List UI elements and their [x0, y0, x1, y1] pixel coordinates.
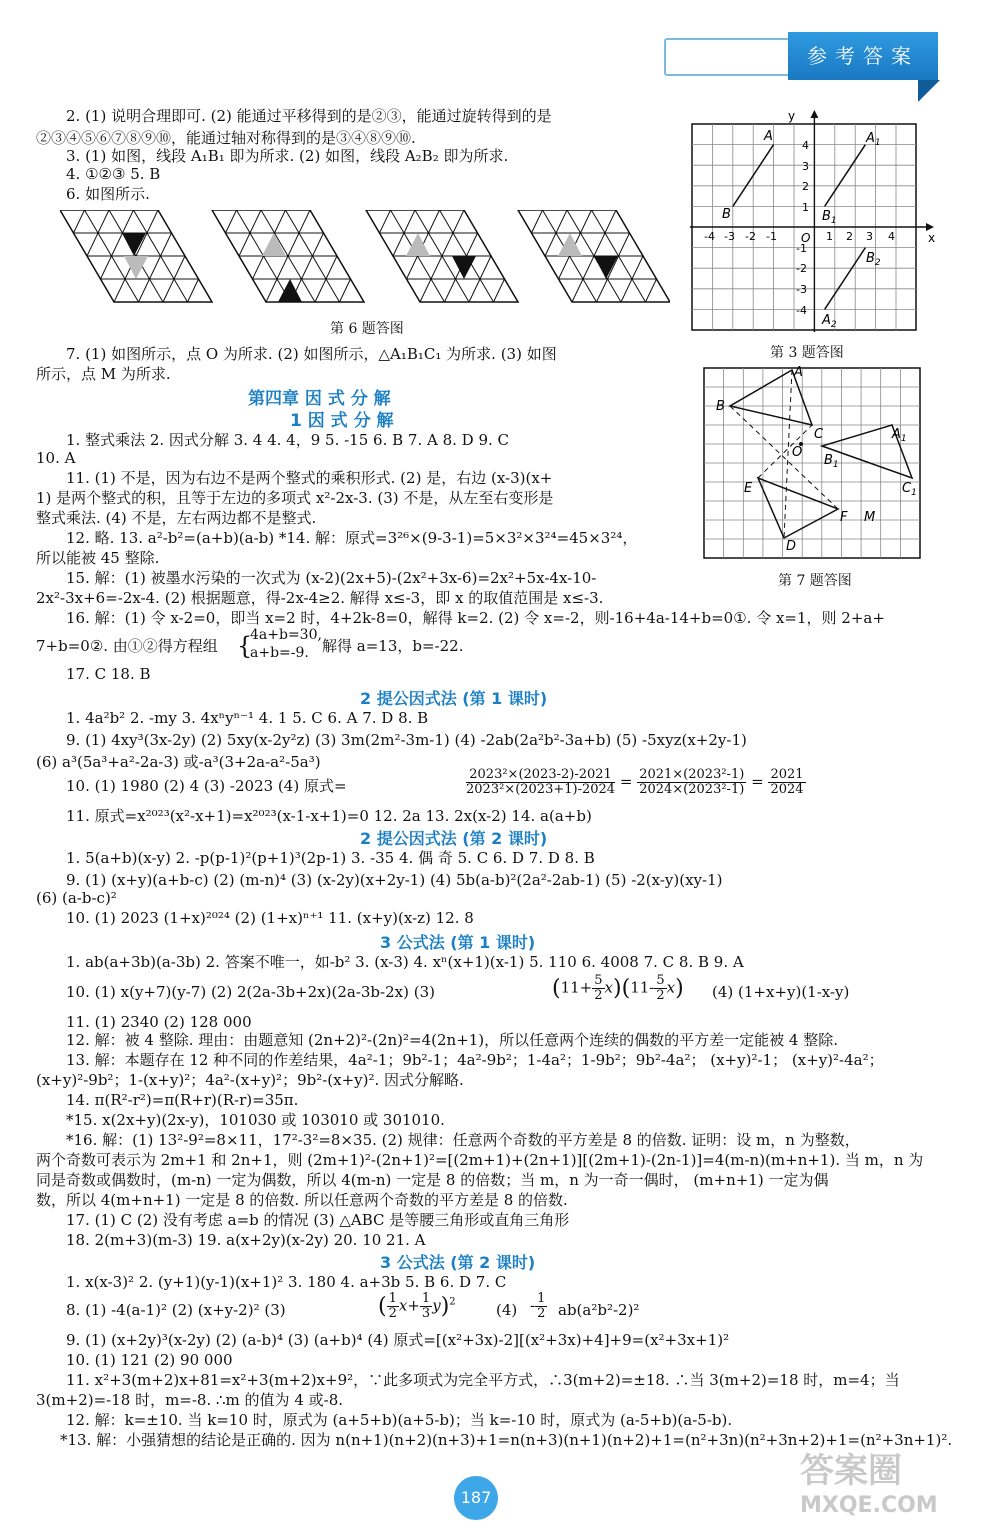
y-tick: 1	[802, 201, 809, 214]
paren: )	[440, 1294, 450, 1319]
text-line: (6) a³(5a³+a²-2a-3) 或-a³(3+2a-a²-5a³)	[36, 753, 321, 771]
text-line: (4) (1+x+y)(1-x-y)	[712, 983, 850, 1001]
x-tick: -3	[724, 230, 735, 243]
point-A-label: A	[794, 366, 803, 380]
numerator: 2023²×(2023-2)-2021	[466, 768, 615, 783]
text-line: *16. 解：(1) 13²-9²=8×11，17²-3²=8×35. (2) 规律：任意两个奇数的平方差是 8 的倍数. 证明：设 m，n 为整数，	[66, 1131, 860, 1149]
text-line: 14. π(R²-r²)=π(R+r)(R-r)=35π.	[66, 1091, 299, 1109]
x-axis-arrow	[926, 223, 934, 231]
equation-2: a+b=-9.	[250, 645, 309, 661]
exponent: 2	[449, 1296, 456, 1308]
watermark-logo	[800, 1450, 970, 1530]
answer-tab: 参考答案	[788, 32, 938, 80]
x-tick: -1	[766, 230, 777, 243]
text-line: 16. 解：(1) 令 x-2=0，即当 x=2 时，4+2k-8=0，解得 k=2. (2) 令 x=-2，则-16+4a-14+b=0①. 令 x=1，则 2+a+	[66, 609, 885, 627]
text: 11+	[560, 978, 593, 997]
text-line: 8. (1) -4(a-1)² (2) (x+y-2)² (3)	[66, 1301, 286, 1319]
text-line: ②③④⑤⑥⑦⑧⑨⑩，能通过轴对称得到的是③④⑧⑨⑩.	[36, 129, 416, 147]
text-line: 1. 5(a+b)(x-y) 2. -p(p-1)²(p+1)³(2p-1) 3. -35 4. 偶 奇 5. C 6. D 7. D 8. B	[66, 849, 595, 867]
x-tick: 2	[846, 230, 853, 243]
text-line: 1. 4a²b² 2. -my 3. 4xⁿyⁿ⁻¹ 4. 1 5. C 6. A 7. D 8. B	[66, 709, 429, 727]
text-line: 9. (1) (x+2y)³(x-2y) (2) (a-b)⁴ (3) (a+b)⁴ (4) 原式=[(x²+3x)-2][(x²+3x)+4]+9=(x²+3x+1)²	[66, 1331, 730, 1349]
point-D-label: D	[786, 539, 797, 554]
text-line: 17. C 18. B	[66, 665, 151, 683]
fraction-1	[466, 768, 806, 797]
shaded-triangle	[278, 279, 302, 302]
point-A-label: A	[764, 129, 773, 144]
shaded-triangle	[262, 233, 286, 256]
numerator: 5	[656, 973, 665, 988]
y-tick: -3	[796, 283, 807, 296]
text-line: 1) 是两个整式的积，且等于左边的多项式 x²-2x-3. (3) 不是，从左至右变形是	[36, 489, 554, 507]
denominator: 2	[388, 1306, 397, 1321]
x-tick: 4	[888, 230, 895, 243]
text-line: 两个奇数可表示为 2m+1 和 2n+1，则 (2m+1)²-(2n+1)²=[(2m+1)+(2n+1)][(2m+1)-(2n-1)]=4(m-n)(m+n+1). 当 m，n 为	[36, 1151, 924, 1169]
equals: =	[619, 772, 633, 791]
triangle-EFD	[758, 478, 838, 538]
numerator: 1	[388, 1291, 397, 1306]
text-line: (6) (a-b-c)²	[36, 889, 117, 907]
point-B1-label: $B_1$	[822, 209, 837, 226]
text-line: 17. (1) C (2) 没有考虑 a=b 的情况 (3) △ABC 是等腰三角形或直角三角形	[66, 1211, 570, 1229]
rhombus-grid-4	[518, 210, 670, 302]
section-title: 3 公式法 (第 2 课时)	[380, 1253, 536, 1272]
section-title: 1 因 式 分 解	[290, 411, 394, 431]
equation-1: 4a+b=30,	[250, 627, 322, 643]
numerator: 1	[421, 1291, 431, 1306]
y-tick: -2	[796, 262, 807, 275]
text-line: 1. ab(a+3b)(a-3b) 2. 答案不唯一，如-b² 3. (x-3) 4. xⁿ(x+1)(x-1) 5. 110 6. 4008 7. C 8. B 9. A	[66, 953, 744, 971]
section-title: 2 提公因式法 (第 1 课时)	[360, 689, 548, 708]
paren: (	[378, 1294, 387, 1319]
paren: )	[675, 976, 684, 1001]
text-line: 数，所以 4(m+n+1) 一定是 8 的倍数. 所以任意两个奇数的平方差是 8 的倍数.	[36, 1191, 568, 1209]
fraction-expression	[552, 974, 684, 1003]
chapter-title: 第四章 因 式 分 解	[248, 389, 391, 409]
text-line: 整式乘法. (4) 不是，左右两边都不是整式.	[36, 509, 317, 527]
text-line: 1. x(x-3)² 2. (y+1)(y-1)(x+1)² 3. 180 4. a+3b 5. B 6. D 7. C	[66, 1273, 507, 1291]
text-line: 所示，点 M 为所求.	[36, 365, 171, 383]
rhombus-grid-3	[366, 210, 518, 302]
fraction-expression	[378, 1292, 456, 1321]
y-tick: 3	[802, 160, 809, 173]
point-B1-label: $B_1$	[824, 453, 839, 470]
segment-A1B1	[825, 145, 866, 207]
denominator: 2	[594, 988, 603, 1003]
watermark-url: MXQE.COM	[800, 1493, 938, 1518]
plus: +	[407, 1296, 420, 1315]
point-A1-label: $A_1$	[892, 427, 907, 444]
text-line: 10. A	[36, 449, 76, 467]
point-B-label: B	[722, 207, 731, 222]
segment-A2B2	[825, 248, 866, 310]
watermark-text: 答案圈	[800, 1451, 902, 1491]
numerator: 1	[537, 1291, 546, 1306]
fig6-triangle-grids	[60, 210, 670, 310]
text-line: 12. 略. 13. a²-b²=(a+b)(a-b) *14. 解：原式=3²⁶×(9-3-1)=5×3²×3²⁴=45×3²⁴，	[66, 529, 638, 547]
x-tick: 3	[866, 230, 873, 243]
minus: -	[530, 1296, 536, 1315]
numerator: 5	[594, 973, 603, 988]
text-line: 11. (1) 不是，因为右边不是两个整式的乘积形式. (2) 是，右边 (x-3)(x+	[66, 469, 553, 487]
text-line: 11. 原式=x²⁰²³(x²-x+1)=x²⁰²³(x-1-x+1)=0 12. 2a 13. 2x(x-2) 14. a(a+b)	[66, 807, 592, 825]
text-line: 11. x²+3(m+2)x+81=x²+3(m+2)x+9²，∵此多项式为完全平方式，∴3(m+2)=±18. ∴当 3(m+2)=18 时，m=4；当	[66, 1371, 900, 1389]
text-line: 11. (1) 2340 (2) 128 000	[66, 1013, 252, 1031]
point-E-label: E	[744, 481, 753, 496]
y-tick: -4	[796, 304, 807, 317]
y-tick: 4	[802, 139, 809, 152]
point-O-label: O	[792, 445, 803, 460]
point-C-label: C	[814, 427, 824, 442]
brace: {	[237, 632, 253, 660]
point-F-label: F	[840, 510, 848, 525]
point-B-label: B	[716, 399, 725, 414]
y-tick: -1	[796, 242, 807, 255]
text-line: 解得 a=13，b=-22.	[322, 637, 464, 655]
fig7-grid-figure	[700, 366, 924, 562]
text-line: 12. 解：k=±10. 当 k=10 时，原式为 (a+5+b)(a+5-b)；当 k=-10 时，原式为 (a-5+b)(a-5-b).	[66, 1411, 733, 1429]
shaded-triangle	[124, 256, 148, 279]
header-left-box	[664, 38, 792, 76]
text-line: 10. (1) 121 (2) 90 000	[66, 1351, 233, 1369]
text-line: 2. (1) 说明合理即可. (2) 能通过平移得到的是②③，能通过旋转得到的是	[66, 107, 552, 125]
x-axis-label: x	[928, 231, 936, 245]
var: x	[604, 978, 613, 997]
text: 11-	[630, 978, 655, 997]
x-tick: -2	[745, 230, 756, 243]
text-line: *15. x(2x+y)(2x-y)，101030 或 103010 或 301010.	[66, 1111, 445, 1129]
section-title: 2 提公因式法 (第 2 课时)	[360, 829, 548, 848]
fig7-caption: 第 7 题答图	[778, 573, 852, 589]
text-line: 3. (1) 如图，线段 A₁B₁ 即为所求. (2) 如图，线段 A₂B₂ 即为所求.	[66, 147, 509, 165]
dashed-line	[758, 425, 812, 478]
text-line: 3(m+2)=-18 时，m=-8. ∴m 的值为 4 或-8.	[36, 1391, 344, 1409]
text-line: 2x²-3x+6=-2x-4. (2) 根据题意，得-2x-4≥2. 解得 x≤-3，即 x 的取值范围是 x≤-3.	[36, 589, 604, 607]
paren: (	[621, 976, 631, 1001]
denominator: 2023²×(2023+1)-2024	[466, 782, 616, 797]
point-A1-label: $A_1$	[866, 131, 881, 148]
fraction-expression	[530, 1292, 547, 1321]
text-line: 9. (1) 4xy³(3x-2y) (2) 5xy(x-2y²z) (3) 3m(2m²-3m-1) (4) -2ab(2a²b²-3a+b) (5) -5xyz(x+2y-1)	[66, 731, 747, 749]
var: x	[398, 1296, 408, 1315]
shaded-triangle	[594, 256, 618, 279]
page-number: 187	[454, 1476, 498, 1520]
fig3-coordinate-grid	[690, 110, 940, 332]
text-line: 15. 解：(1) 被墨水污染的一次式为 (x-2)(2x+5)-(2x²+3x-6)=2x²+5x-4x-10-	[66, 569, 597, 587]
origin-label: O	[801, 231, 811, 245]
dashed-line	[784, 370, 792, 538]
paren: (	[552, 976, 561, 1001]
paren: )	[613, 976, 622, 1001]
text-line: 12. 解：被 4 整除. 理由：由题意知 (2n+2)²-(2n)²=4(2n+1)，所以任意两个连续的偶数的平方差一定能被 4 整除.	[66, 1031, 839, 1049]
denominator: 2024×(2023²-1)	[639, 782, 745, 797]
denominator: 3	[421, 1306, 431, 1321]
tab-fold-decoration	[918, 80, 940, 102]
text-line: ab(a²b²-2)²	[558, 1301, 640, 1319]
text-line: 同是奇数或偶数时，(m-n) 一定为偶数，所以 4(m-n) 一定是 8 的倍数；当 m，n 为一奇一偶时， (m+n+1) 一定为偶	[36, 1171, 829, 1189]
text-line: *13. 解：小强猜想的结论是正确的. 因为 n(n+1)(n+2)(n+3)+1=n(n+3)(n+1)(n+2)+1=(n²+3n)(n²+3n+2)+1=(n²+3n+1)².	[60, 1431, 953, 1449]
var: x	[666, 978, 676, 997]
x-tick: 1	[826, 230, 833, 243]
shaded-triangle	[122, 233, 146, 256]
text-line: 10. (1) 2023 (1+x)²⁰²⁴ (2) (1+x)ⁿ⁺¹ 11. (x+y)(x-z) 12. 8	[66, 909, 474, 927]
numerator: 2021×(2023²-1)	[639, 767, 745, 782]
text-line: 18. 2(m+3)(m-3) 19. a(x+2y)(x-2y) 20. 10 21. A	[66, 1231, 426, 1249]
point-B2-label: $B_2$	[866, 251, 881, 268]
fig6-caption: 第 6 题答图	[330, 321, 404, 337]
text-line: (4)	[496, 1301, 518, 1319]
text-line: 10. (1) x(y+7)(y-7) (2) 2(2a-3b+2x)(2a-3b-2x) (3)	[66, 983, 435, 1001]
y-tick: 2	[802, 180, 809, 193]
denominator: 2	[537, 1306, 546, 1321]
equals: =	[751, 772, 764, 791]
x-tick: -4	[704, 230, 715, 243]
point-A2-label: $A_2$	[822, 313, 837, 330]
var: y	[432, 1296, 441, 1315]
text-line: 10. (1) 1980 (2) 4 (3) -2023 (4) 原式=	[66, 777, 347, 795]
text-line: 6. 如图所示.	[66, 185, 150, 203]
point-C1-label: $C_1$	[902, 481, 917, 498]
text-line: 7. (1) 如图所示，点 O 为所求. (2) 如图所示，△A₁B₁C₁ 为所求. (3) 如图	[66, 345, 557, 363]
denominator: 2	[656, 988, 665, 1003]
text-line: 7+b=0②. 由①②得方程组	[36, 637, 218, 655]
fig3-caption: 第 3 题答图	[770, 345, 844, 361]
text-line: (x+y)²-9b²；1-(x+y)²；4a²-(x+y)²；9b²-(x+y)². 因式分解略.	[36, 1071, 464, 1089]
y-axis-label: y	[788, 110, 796, 123]
text-line: 1. 整式乘法 2. 因式分解 3. 4 4. 4，9 5. -15 6. B 7. A 8. D 9. C	[66, 431, 510, 449]
section-title: 3 公式法 (第 1 课时)	[380, 933, 536, 952]
text-line: 9. (1) (x+y)(a+b-c) (2) (m-n)⁴ (3) (x-2y)(x+2y-1) (4) 5b(a-b)²(2a²-2ab-1) (5) -2(x-y)(xy-1)	[66, 871, 723, 889]
y-axis-arrow	[810, 110, 818, 118]
point-M-label: M	[864, 510, 876, 525]
text-line: 13. 解：本题存在 12 种不同的作差结果，4a²-1；9b²-1；4a²-9b²；1-4a²；1-9b²；9b²-4a²； (x+y)²-1； (x+y)²-4a²；	[66, 1051, 884, 1069]
denominator: 2024	[770, 782, 804, 797]
rhombus-grid-2	[212, 210, 364, 302]
shaded-triangle	[452, 256, 476, 279]
text-line: 所以能被 45 整除.	[36, 549, 160, 567]
numerator: 2021	[770, 767, 804, 782]
text-line: 4. ①②③ 5. B	[66, 165, 161, 183]
